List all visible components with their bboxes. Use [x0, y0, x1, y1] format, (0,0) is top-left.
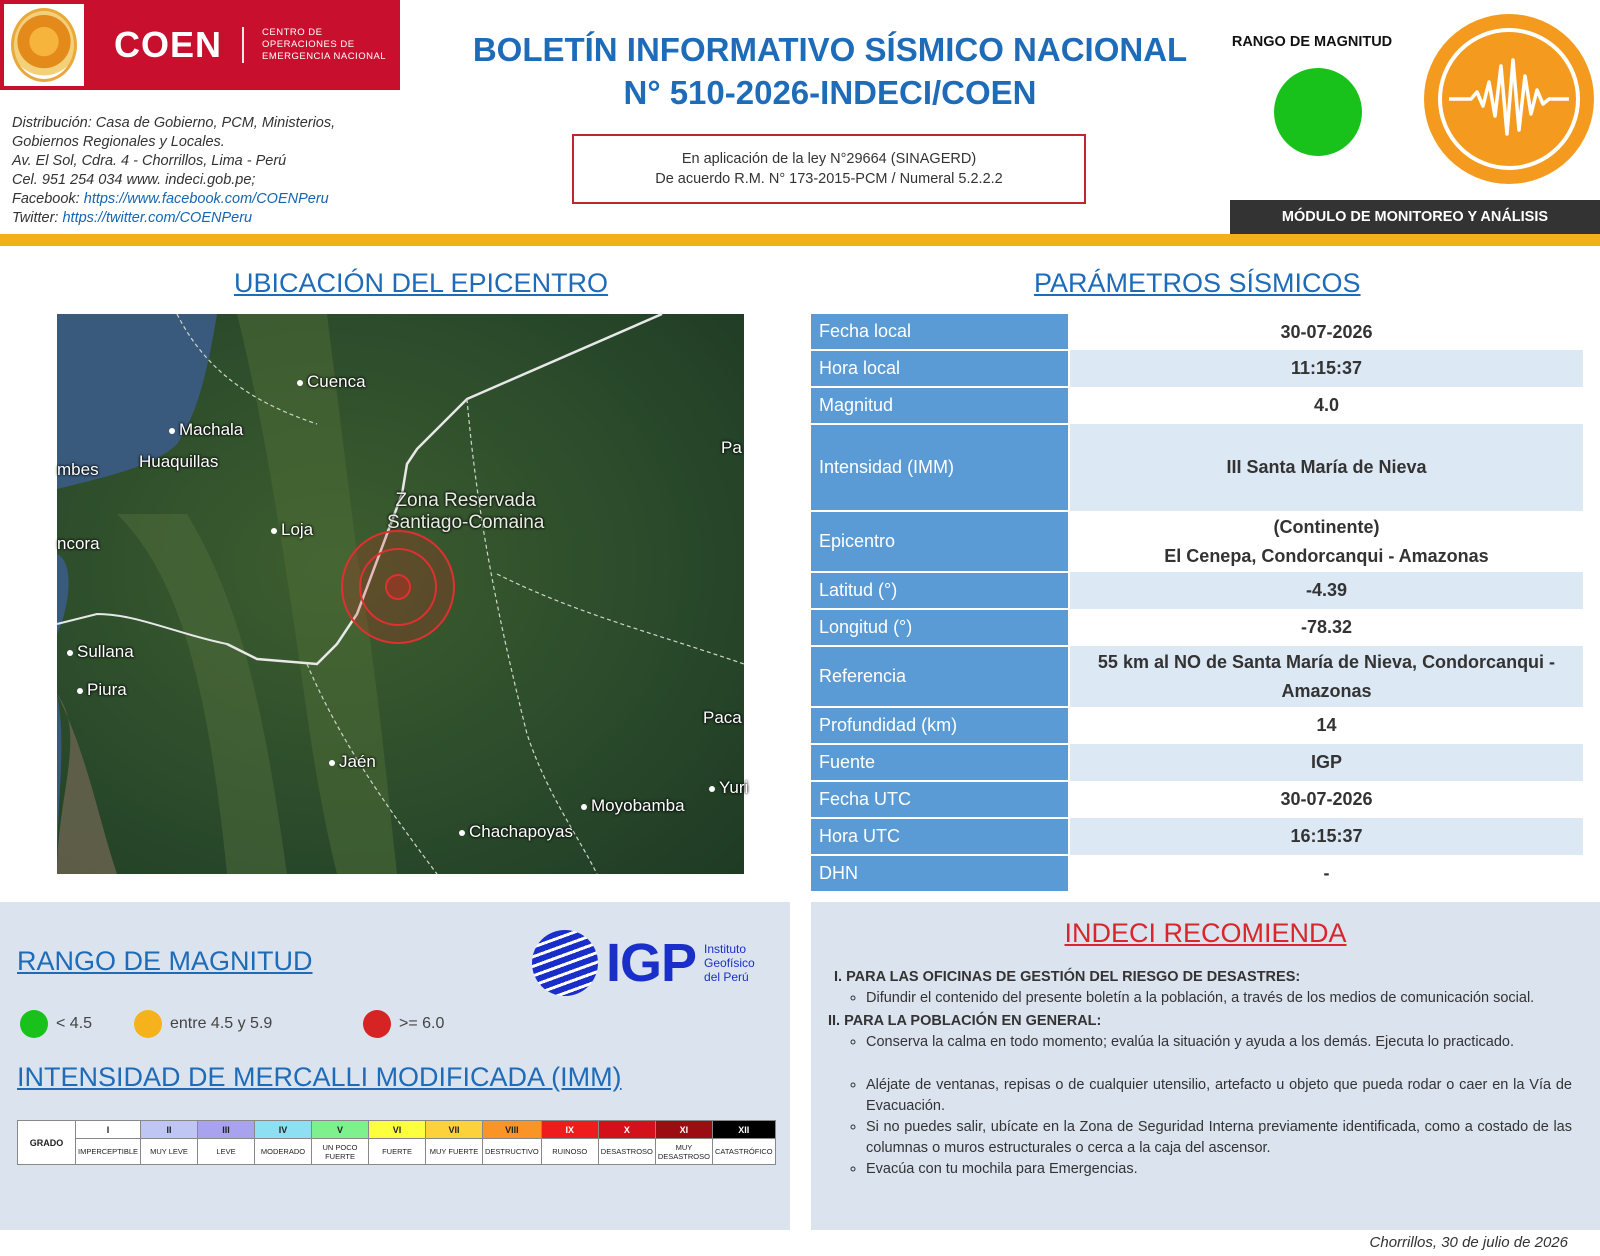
table-row: Hora local 11:15:37 [811, 350, 1583, 387]
legend-item-low: < 4.5 [20, 1010, 92, 1038]
facebook-link[interactable]: https://www.facebook.com/COENPeru [83, 191, 329, 207]
recommendations-list: I. PARA LAS OFICINAS DE GESTIÓN DEL RIESGO DE DESASTRES: ◦ Difundir el contenido del presente boletín a la población, a través de los medios de comunicación social. II. PARA LA POBLACIÓN EN GENERAL: ◦ Conserva la calma en todo momento; evalúa la situación y ayuda a los demás. Ejecuta lo practicado. ◦ Aléjate de ventanas, repisas o de cualquier utensilio, artefacto u objeto que pueda rodar o caer en la Vía de Evacuación. ◦ Si no puedes salir, ubícate en la Zona de Seguridad Interna previamente identificada, como a costado de las columnas o muros estructurales o cerca a la caja del ascensor. ◦ Evacúa con tu mochila para Emergencias. [828, 965, 1572, 1180]
seismic-parameters-table [811, 314, 1583, 893]
table-row: Fecha UTC 30-07-2026 [811, 781, 1583, 818]
legend-item-high: >= 6.0 [363, 1010, 444, 1038]
list-item: ◦ Evacúa con tu mochila para Emergencias. [866, 1159, 1572, 1180]
legend-item-mid: entre 4.5 y 5.9 [134, 1010, 272, 1038]
coen-logo [0, 0, 400, 90]
map-label-paca: Paca [703, 708, 742, 727]
bulletin-title: BOLETÍN INFORMATIVO SÍSMICO NACIONAL N° 510-2026-INDECI/COEN [472, 31, 1188, 111]
map-label-machala: Machala [169, 420, 243, 440]
map-label-ancora: ncora [57, 534, 100, 553]
table-row: Magnitud 4.0 [811, 387, 1583, 424]
map-label-jaen: Jaén [329, 752, 376, 772]
table-row: Latitud (°) -4.39 [811, 572, 1583, 609]
epicenter-map[interactable] [57, 314, 749, 874]
header-divider [0, 234, 1600, 246]
table-row: Epicentro (Continente) El Cenepa, Condorcanqui - Amazonas [811, 511, 1583, 572]
table-row: Intensidad (IMM) III Santa María de Nieva [811, 424, 1583, 511]
magnitude-range-label: RANGO DE MAGNITUD [1231, 34, 1393, 50]
monitoring-module-banner: MÓDULO DE MONITOREO Y ANÁLISIS [1230, 200, 1600, 234]
list-item: ◦ Conserva la calma en todo momento; evalúa la situación y ayuda a los demás. Ejecuta lo practicado. [866, 1032, 1572, 1053]
map-label-loja: Loja [271, 520, 313, 540]
table-row: Fuente IGP [811, 744, 1583, 781]
map-label-yuri: Yuri [709, 778, 748, 798]
list-item: ◦ Aléjate de ventanas, repisas o de cualquier utensilio, artefacto u objeto que pueda rodar o caer en la Vía de Evacuación. [866, 1075, 1572, 1117]
epicenter-heading: UBICACIÓN DEL EPICENTRO [234, 268, 609, 298]
list-item: ◦ Si no puedes salir, ubícate en la Zona de Seguridad Interna previamente identificada, como a costado de las columnas o muros estructurales o cerca a la caja del ascensor. [866, 1117, 1572, 1159]
epicenter-marker [386, 575, 410, 599]
map-label-chachapoyas: Chachapoyas [459, 822, 573, 842]
table-row: Profundidad (km) 14 [811, 707, 1583, 744]
map-label-sullana: Sullana [67, 642, 134, 662]
map-label-pa: Pa [721, 438, 742, 457]
law-reference-box: En aplicación de la ley N°29664 (SINAGERD) De acuerdo R.M. N° 173-2015-PCM / Numeral 5.2.2.2 [572, 134, 1086, 204]
list-item: ◦ Difundir el contenido del presente boletín a la población, a través de los medios de comunicación social. [866, 988, 1572, 1009]
recommendations-heading: INDECI RECOMIENDA [1064, 918, 1347, 948]
table-row: Fecha local 30-07-2026 [811, 314, 1583, 350]
coen-word: COEN [114, 24, 223, 65]
coen-subtitle: CENTRO DE OPERACIONES DE EMERGENCIA NACIONAL [262, 27, 387, 62]
peru-shield-icon [4, 4, 84, 86]
twitter-link[interactable]: https://twitter.com/COENPeru [62, 210, 253, 226]
magnitude-range-heading: RANGO DE MAGNITUD [17, 946, 313, 976]
footer-date: Chorrillos, 30 de julio de 2026 [1369, 1234, 1568, 1251]
table-row: Referencia 55 km al NO de Santa María de Nieva, Condorcanqui - Amazonas [811, 646, 1583, 707]
parameters-heading: PARÁMETROS SÍSMICOS [1034, 268, 1361, 298]
igp-logo: IGP Instituto Geofísico del Perú [532, 930, 755, 996]
table-row: Hora UTC 16:15:37 [811, 818, 1583, 855]
mercalli-heading: INTENSIDAD DE MERCALLI MODIFICADA (IMM) [17, 1062, 622, 1092]
map-label-tumbes: mbes [57, 460, 99, 479]
distribution-info: Distribución: Casa de Gobierno, PCM, Ministerios, Gobiernos Regionales y Locales. Av. El Sol, Cdra. 4 - Chorrillos, Lima - Perú Cel. 951 254 034 www. indeci.gob.pe; Facebook: https://www.facebook.com/COENPeru Twitter: https://twitter.com/COENPeru [12, 115, 336, 226]
map-label-huaquillas: Huaquillas [139, 452, 219, 471]
map-label-moyobamba: Moyobamba [581, 796, 685, 816]
mercalli-scale-table: GRADO I II III IV V VI VII VIII IX X XI XII IMPERCEPTIBLE MUY LEVE LEVE MODERADO UN POCO FUERTE FUERTE MUY FUERTE DESTRUCTIVO RUINOSO DESASTROSO MUY DESASTROSO CATASTRÓFICO [17, 1120, 776, 1165]
table-row: DHN - [811, 855, 1583, 892]
map-label-piura: Piura [77, 680, 127, 700]
map-label-zona-reservada: Zona Reservada Santiago-Comaina [387, 490, 545, 533]
map-label-cuenca: Cuenca [297, 372, 366, 392]
seismograph-icon [1424, 14, 1594, 184]
magnitude-indicator [1274, 68, 1362, 156]
igp-globe-icon [532, 930, 598, 996]
table-row: Longitud (°) -78.32 [811, 609, 1583, 646]
